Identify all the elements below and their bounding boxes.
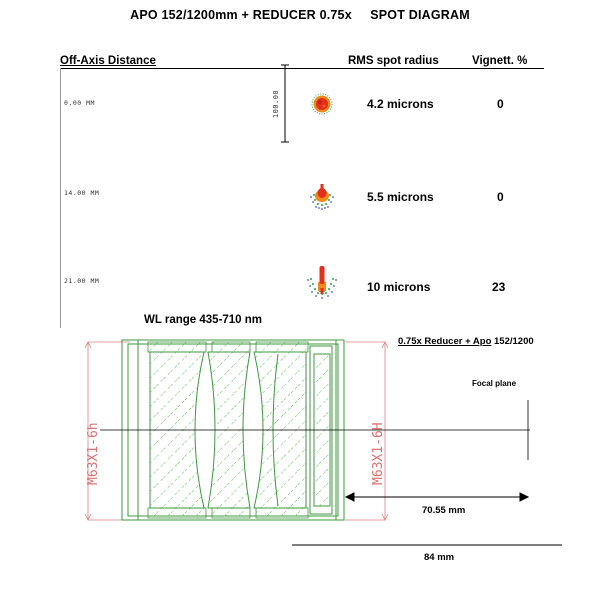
row-2-vignetting: 0 bbox=[497, 190, 504, 204]
wl-range: WL range 435-710 nm bbox=[144, 314, 263, 326]
left-thread-label: M63X1-6h bbox=[86, 422, 101, 485]
row-1-distance: 0.00 MM bbox=[64, 99, 95, 107]
back-focus-label: 70.55 mm bbox=[422, 505, 466, 516]
row-3-rms: 10 microns bbox=[367, 280, 431, 294]
lens-title-b: 152/1200 bbox=[494, 336, 534, 347]
spot-diagram-1 bbox=[300, 84, 344, 124]
row-2-rms: 5.5 microns bbox=[367, 190, 434, 204]
row-3-vignetting: 23 bbox=[492, 280, 506, 294]
vignetting-header: Vignett. % bbox=[472, 55, 528, 67]
right-thread-label: M63X1-6H bbox=[371, 422, 386, 485]
scale-label: 100.00 bbox=[272, 89, 281, 119]
page-title: APO 152/1200mm + REDUCER 0.75x SPOT DIAGRAM bbox=[130, 8, 470, 22]
row-2-distance: 14.00 MM bbox=[64, 189, 100, 197]
panel-left-border bbox=[60, 68, 61, 328]
focal-plane-label: Focal plane bbox=[472, 379, 517, 388]
lens-title-a: 0.75x Reducer + Apo bbox=[398, 336, 492, 347]
off-axis-header: Off-Axis Distance bbox=[60, 55, 156, 67]
back-focus-dimension bbox=[346, 493, 528, 501]
row-1-vignetting: 0 bbox=[497, 97, 504, 111]
row-3-distance: 21.00 MM bbox=[64, 277, 100, 285]
lens-section-drawing bbox=[0, 330, 600, 560]
spot-diagram-2 bbox=[300, 176, 344, 216]
overall-length-label: 84 mm bbox=[424, 552, 455, 563]
spot-diagram-3 bbox=[298, 258, 346, 306]
header-divider bbox=[60, 68, 544, 69]
row-1-rms: 4.2 microns bbox=[367, 97, 434, 111]
rms-header: RMS spot radius bbox=[348, 55, 439, 67]
lens-title bbox=[398, 336, 534, 347]
